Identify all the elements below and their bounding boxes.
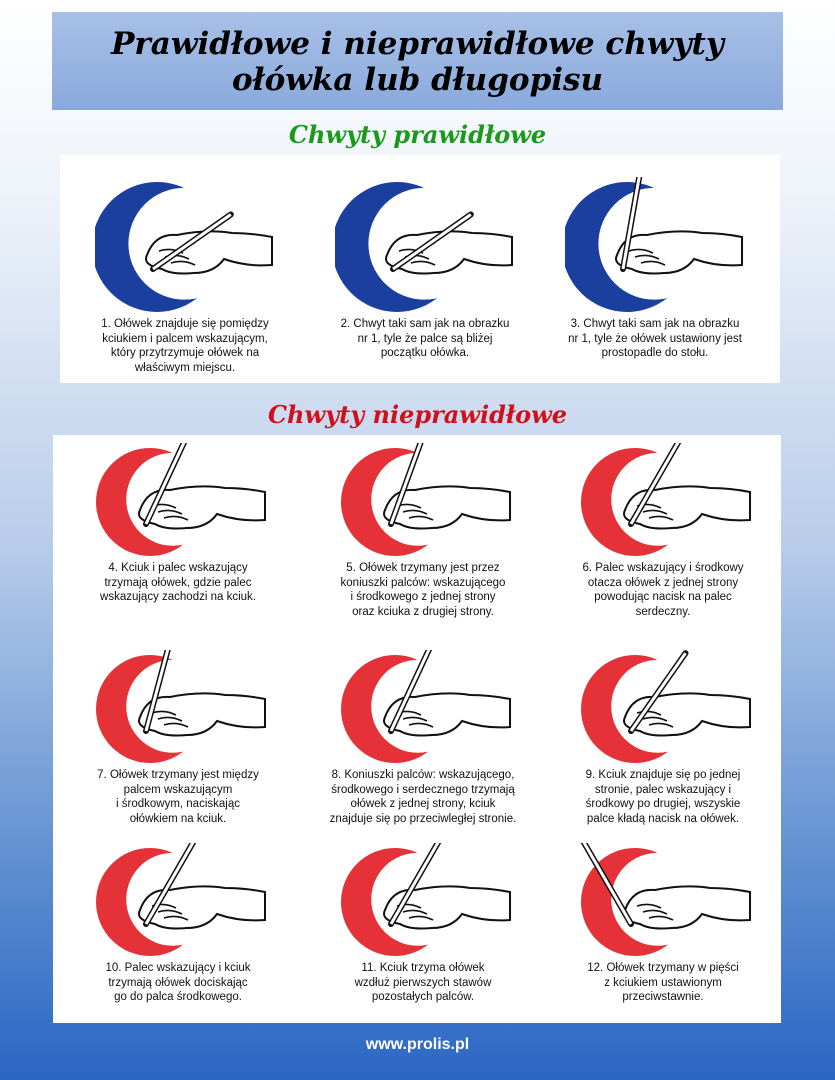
hand-grip-illustration [573,443,753,561]
grip-caption [556,768,771,826]
caption-line: znajduje się po przeciwległej stronie. [329,812,517,825]
correct-grips-heading: Chwyty prawidłowe [288,120,547,149]
hand-grip-illustration [333,843,513,961]
caption-line: ołówek z jednej strony, kciuk [350,798,496,810]
caption-line: koniuszki palców: wskazującego [340,576,506,589]
caption-line: środkowego i serdecznego trzymają [331,783,515,796]
hand-grip-illustration [573,843,753,961]
grip-card [53,650,303,826]
grip-caption [556,961,771,1005]
caption-line: właściwym miejscu. [134,361,236,374]
caption-line: i środkowego z jednej strony [350,591,496,603]
grip-card [530,177,780,361]
website-footer: www.prolis.pl [365,1036,470,1053]
caption-line: palce kładą nacisk na ołówek. [586,812,740,825]
grip-card [60,177,310,375]
grip-caption [548,317,763,361]
hand-grip-illustration [333,443,513,561]
grip-card [538,650,788,826]
caption-line: przeciwstawnie. [622,991,704,1003]
caption-line: 11. Kciuk trzyma ołówek [361,962,485,974]
title-line-2: ołówka lub długopisu [231,62,604,98]
grip-caption [318,317,533,361]
caption-line: który przytrzymuje ołówek na [110,347,260,359]
hand-grip-illustration [335,177,515,317]
caption-line: 7. Ołówek trzymany jest między [97,769,259,781]
grip-caption [71,768,286,826]
caption-line: trzymają ołówek dociskając [108,976,248,989]
grip-caption [316,768,531,826]
caption-line: oraz kciuka z drugiej strony. [352,605,494,618]
incorrect-grips-heading: Chwyty nieprawidłowe [267,400,568,429]
caption-line: 8. Koniuszki palców: wskazującego, [331,769,515,781]
hand-grip-illustration [95,177,275,317]
caption-line: początku ołówka. [380,347,470,359]
caption-line: powodując nacisk na palec [594,591,732,603]
grip-caption [556,561,771,619]
caption-line: 4. Kciuk i palec wskazujący [108,562,248,574]
caption-line: 1. Ołówek znajduje się pomiędzy [101,318,269,330]
caption-line: wzdłuż pierwszych stawów [354,976,492,989]
title-line-1: Prawidłowe i nieprawidłowe chwyty [111,26,724,62]
grip-card [538,843,788,1005]
caption-line: ołówkiem na kciuk. [129,812,227,825]
caption-line: stronie, palec wskazujący i [594,783,732,796]
hand-icon [146,231,272,273]
caption-line: nr 1, tyle że palce są bliżej [357,332,493,345]
caption-line: palcem wskazującym [123,783,233,796]
caption-line: serdeczny. [635,605,691,618]
caption-line: 12. Ołówek trzymany w pięści [587,962,739,974]
grip-caption [71,561,286,605]
grip-card [298,443,548,619]
grip-card [53,843,303,1005]
grip-card [298,650,548,826]
hand-icon [624,886,750,928]
hand-icon [139,693,265,735]
grip-caption [71,961,286,1005]
caption-line: go do palca środkowego. [114,991,242,1003]
grip-card [538,443,788,619]
hand-icon [386,231,512,273]
caption-line: kciukiem i palcem wskazującym, [102,332,268,345]
hand-grip-illustration [88,650,268,768]
title-banner [52,12,783,110]
caption-line: otacza ołówek z jednej strony [587,576,739,589]
caption-line: 10. Palec wskazujący i kciuk [105,962,251,974]
hand-grip-illustration [333,650,513,768]
caption-line: i środkowym, naciskając [116,798,240,810]
grip-card [53,443,303,605]
hand-grip-illustration [88,443,268,561]
grip-card [298,843,548,1005]
hand-grip-illustration [565,177,745,317]
caption-line: prostopadle do stołu. [601,347,709,359]
caption-line: z kciukiem ustawionym [604,976,722,989]
caption-line: 5. Ołówek trzymany jest przez [346,562,500,574]
caption-line: nr 1, tyle że ołówek ustawiony jest [568,332,742,345]
caption-line: pozostałych palców. [371,991,475,1003]
incorrect-grips-panel [53,435,781,1023]
caption-line: 9. Kciuk znajduje się po jednej [585,769,741,781]
caption-line: 6. Palec wskazujący i środkowy [582,562,744,574]
caption-line: wskazujący zachodzi na kciuk. [100,591,256,603]
grip-caption [316,961,531,1005]
caption-line: środkowy po drugiej, wszyskie [585,798,741,810]
grip-caption [78,317,293,375]
caption-line: 3. Chwyt taki sam jak na obrazku [570,318,740,330]
hand-grip-illustration [573,650,753,768]
grip-caption [316,561,531,619]
correct-grips-panel [60,155,780,383]
caption-line: 2. Chwyt taki sam jak na obrazku [340,318,510,330]
hand-grip-illustration [88,843,268,961]
caption-line: trzymają ołówek, gdzie palec [104,576,252,589]
hand-icon [616,231,742,273]
grip-card [300,177,550,361]
